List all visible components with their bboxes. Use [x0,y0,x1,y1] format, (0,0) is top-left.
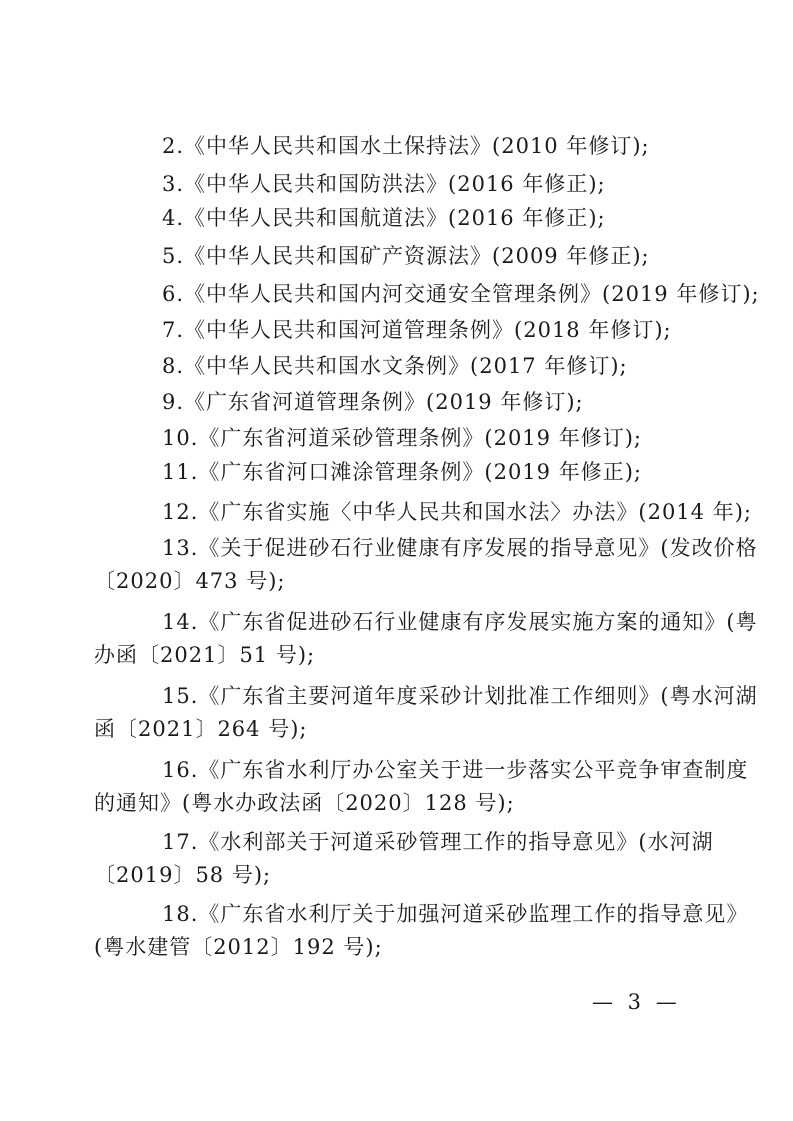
list-item-15: 15.《广东省主要河道年度采砂计划批准工作细则》(粤水河湖 函〔2021〕264 号); [94,684,758,741]
list-item-4: 4.《中华人民共和国航道法》(2016 年修正); [162,206,606,230]
list-item-8: 8.《中华人民共和国水文条例》(2017 年修订); [162,354,628,378]
list-item-5: 5.《中华人民共和国矿产资源法》(2009 年修正); [162,244,650,268]
list-item-10: 10.《广东省河道采砂管理条例》(2019 年修订); [162,426,642,450]
list-item-3: 3.《中华人民共和国防洪法》(2016 年修正); [162,172,606,196]
list-item-7: 7.《中华人民共和国河道管理条例》(2018 年修订); [162,318,672,342]
list-item-12: 12.《广东省实施〈中华人民共和国水法〉办法》(2014 年); [162,500,752,524]
list-item-17: 17.《水利部关于河道采砂管理工作的指导意见》(水河湖 〔2019〕58 号); [94,830,714,887]
list-item-9: 9.《广东省河道管理条例》(2019 年修订); [162,390,584,414]
list-item-13: 13.《关于促进砂石行业健康有序发展的指导意见》(发改价格 〔2020〕473 号); [94,536,758,593]
list-item-16: 16.《广东省水利厅办公室关于进一步落实公平竞争审查制度 的通知》(粤水办政法函〔2020〕128 号); [94,758,749,815]
list-item-6: 6.《中华人民共和国内河交通安全管理条例》(2019 年修订); [162,282,760,306]
list-item-2: 2.《中华人民共和国水土保持法》(2010 年修订); [162,134,650,158]
page-number: — 3 — [592,990,681,1014]
list-item-14: 14.《广东省促进砂石行业健康有序发展实施方案的通知》(粤 办函〔2021〕51 号); [94,610,758,667]
list-item-18: 18.《广东省水利厅关于加强河道采砂监理工作的指导意见》 (粤水建管〔2012〕192 号); [94,902,749,959]
list-item-11: 11.《广东省河口滩涂管理条例》(2019 年修正); [162,460,642,484]
